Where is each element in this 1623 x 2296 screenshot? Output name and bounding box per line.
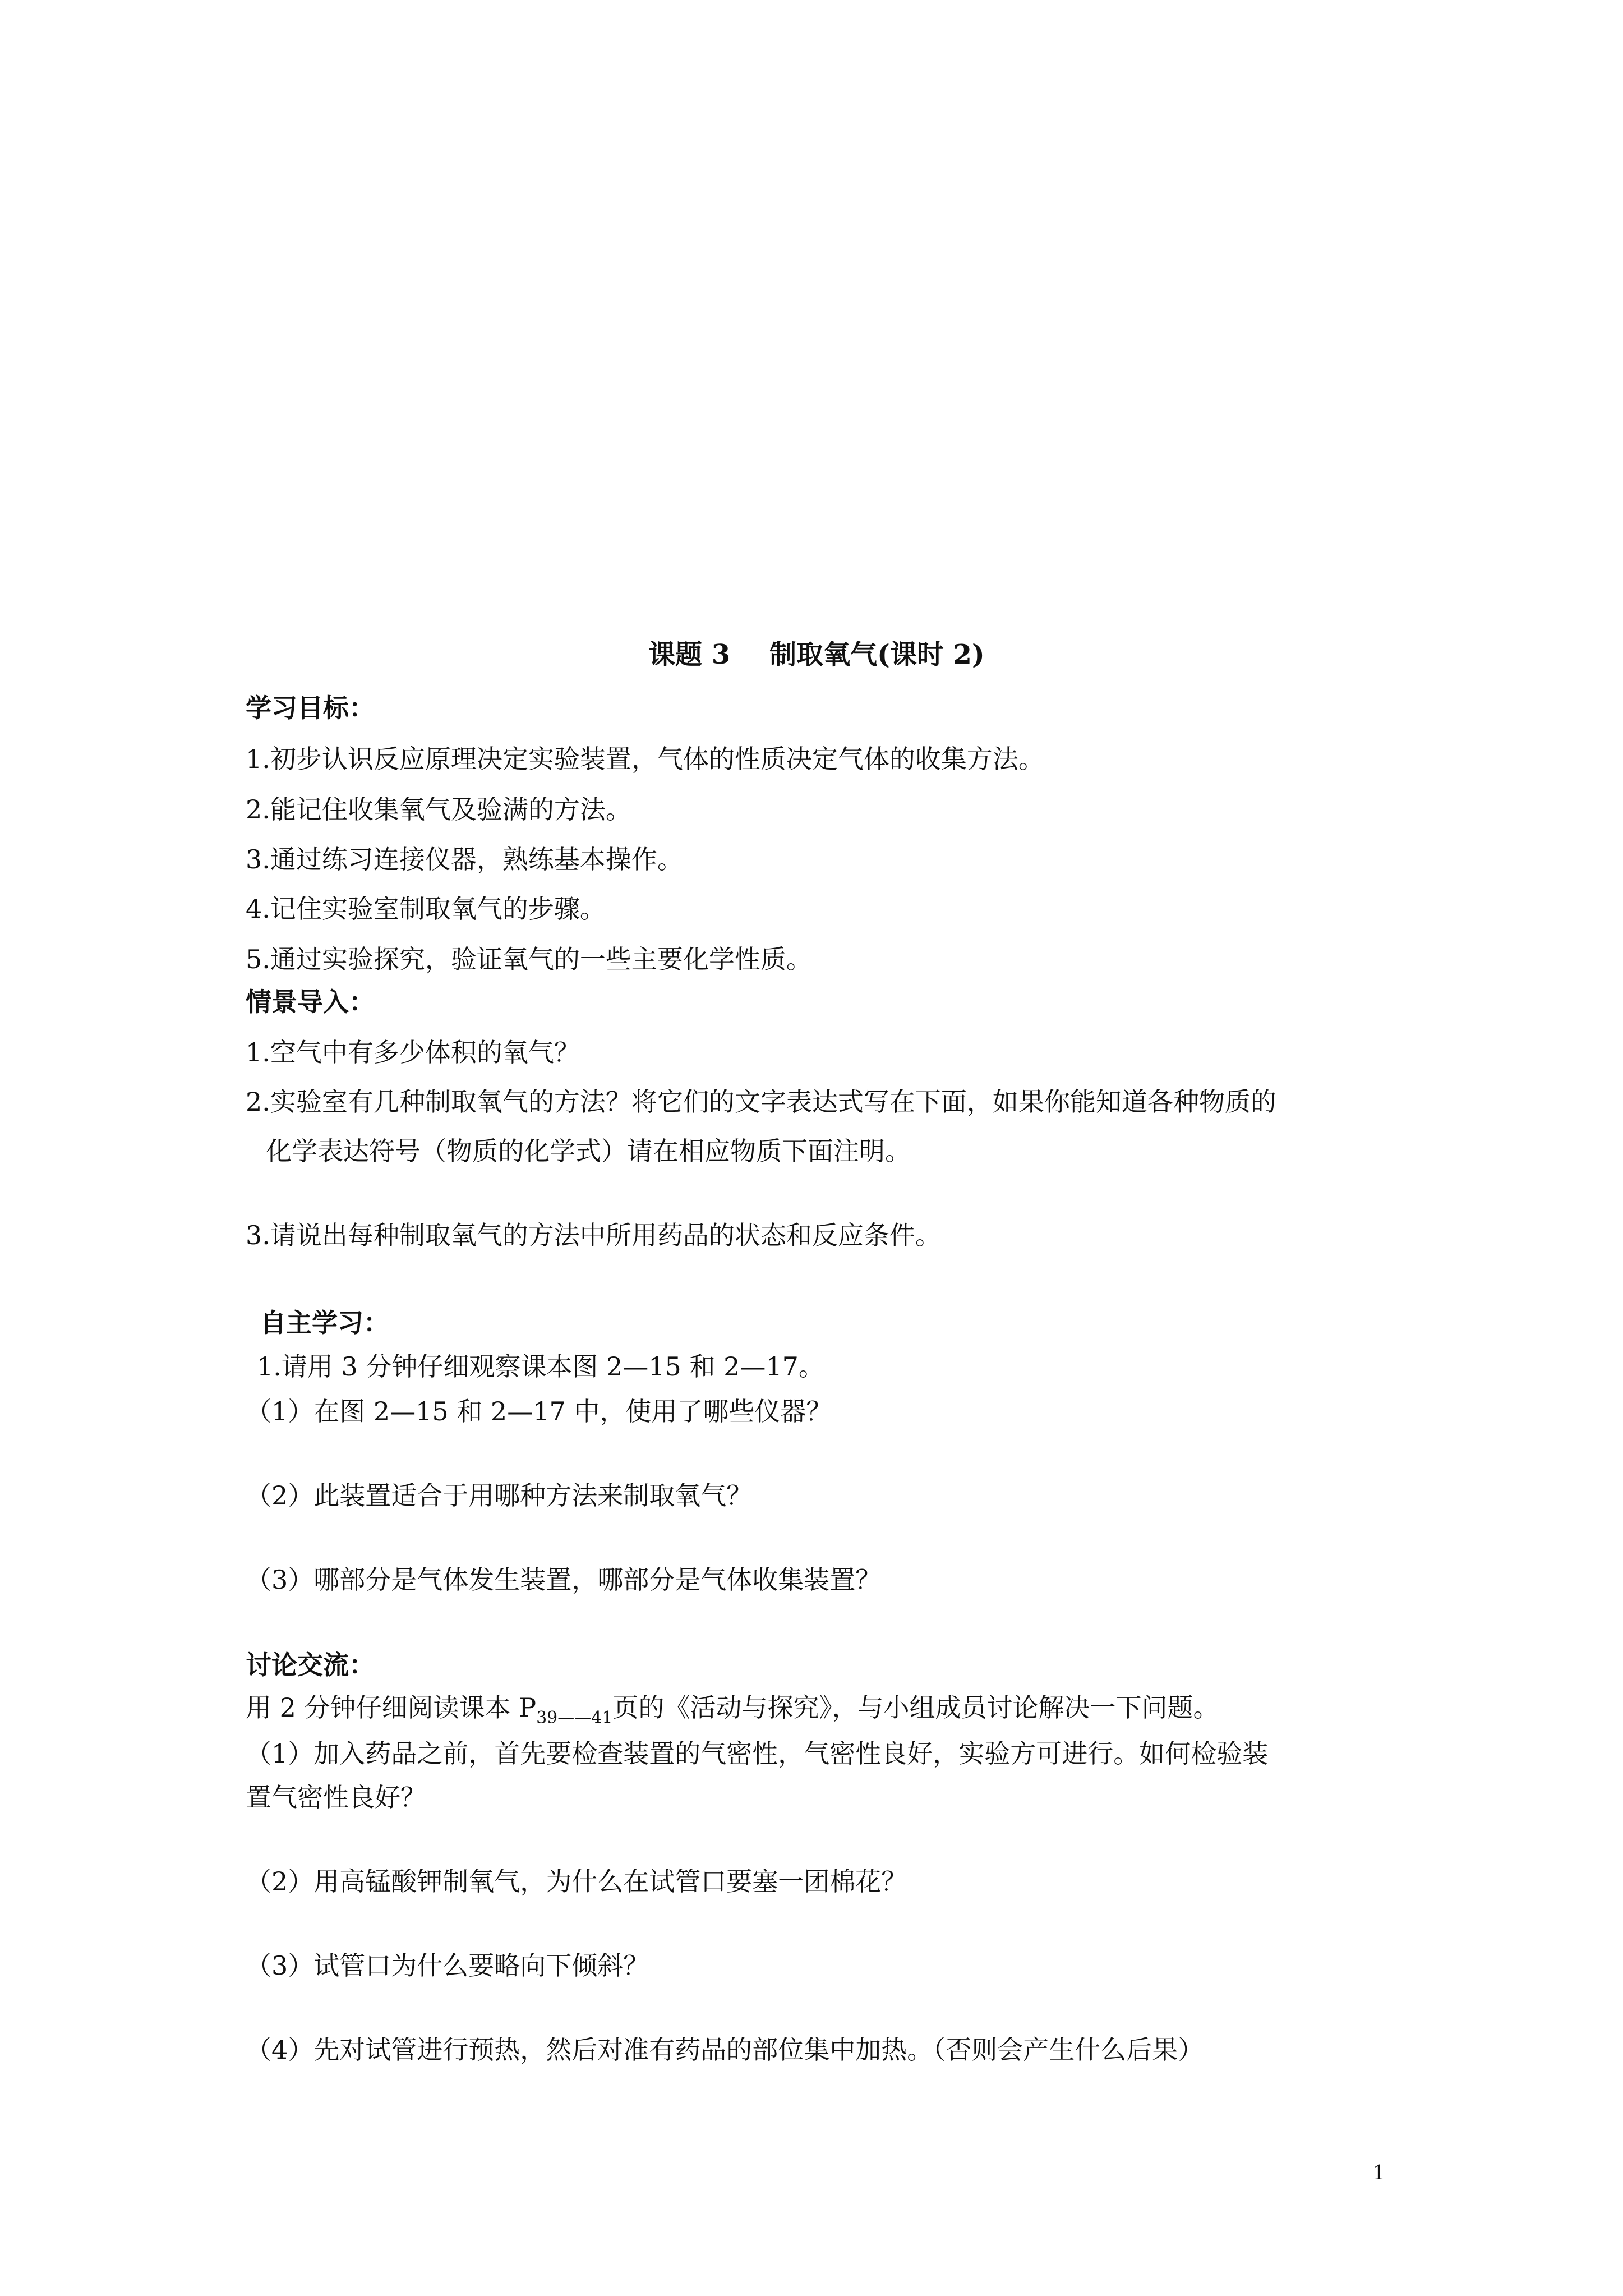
self-study-question-2: （2）此装置适合于用哪种方法来制取氧气？ — [246, 1480, 753, 1511]
discussion-question-1: （1）加入药品之前，首先要检查装置的气密性，气密性良好，实验方可进行。如何检验装 — [246, 1738, 1269, 1769]
discussion-intro-suffix: 页的《活动与探究》，与小组成员讨论解决一下问题。 — [612, 1692, 1219, 1723]
discussion-heading: 讨论交流： — [246, 1650, 375, 1680]
objective-item: 4.记住实验室制取氧气的步骤。 — [246, 894, 606, 924]
page-range-start: 39 — [536, 1708, 558, 1728]
discussion-question-4: （4）先对试管进行预热，然后对准有药品的部位集中加热。（否则会产生什么后果） — [246, 2035, 1204, 2065]
objective-item: 3.通过练习连接仪器，熟练基本操作。 — [246, 844, 683, 875]
page-range-end: 41 — [591, 1708, 613, 1728]
intro-heading: 情景导入： — [246, 987, 375, 1017]
discussion-question-1-continued: 置气密性良好？ — [246, 1782, 426, 1812]
intro-question-2-continued: 化学表达符号（物质的化学式）请在相应物质下面注明。 — [266, 1136, 911, 1166]
intro-question-1: 1.空气中有多少体积的氧气？ — [246, 1037, 580, 1068]
discussion-question-3: （3）试管口为什么要略向下倾斜？ — [246, 1950, 649, 1981]
self-study-question-3: （3）哪部分是气体发生装置，哪部分是气体收集装置？ — [246, 1565, 882, 1595]
self-study-item: 1.请用 3 分钟仔细观察课本图 2—15 和 2—17。 — [257, 1351, 824, 1382]
objective-item: 2.能记住收集氧气及验满的方法。 — [246, 794, 631, 825]
objectives-heading: 学习目标： — [246, 693, 375, 723]
title-lesson-number: 课题 3 — [648, 639, 731, 670]
objective-item: 1.初步认识反应原理决定实验装置，气体的性质决定气体的收集方法。 — [246, 744, 1044, 774]
page-range-dash: —— — [557, 1708, 592, 1728]
title-topic: 制取氧气(课时 2) — [769, 639, 985, 670]
intro-question-3: 3.请说出每种制取氧气的方法中所用药品的状态和反应条件。 — [246, 1220, 941, 1250]
discussion-intro — [246, 1691, 1219, 1735]
page-number: 1 — [1373, 2159, 1384, 2184]
intro-question-2: 2.实验室有几种制取氧气的方法？将它们的文字表达式写在下面，如果你能知道各种物质的 — [246, 1087, 1276, 1117]
self-study-question-1: （1）在图 2—15 和 2—17 中，使用了哪些仪器？ — [246, 1396, 832, 1427]
discussion-intro-prefix: 用 2 分钟仔细阅读课本 P — [246, 1692, 537, 1723]
page-title — [648, 633, 985, 671]
discussion-question-2: （2）用高锰酸钾制氧气，为什么在试管口要塞一团棉花？ — [246, 1866, 907, 1897]
self-study-heading: 自主学习： — [260, 1308, 389, 1338]
objective-item: 5.通过实验探究，验证氧气的一些主要化学性质。 — [246, 944, 812, 974]
